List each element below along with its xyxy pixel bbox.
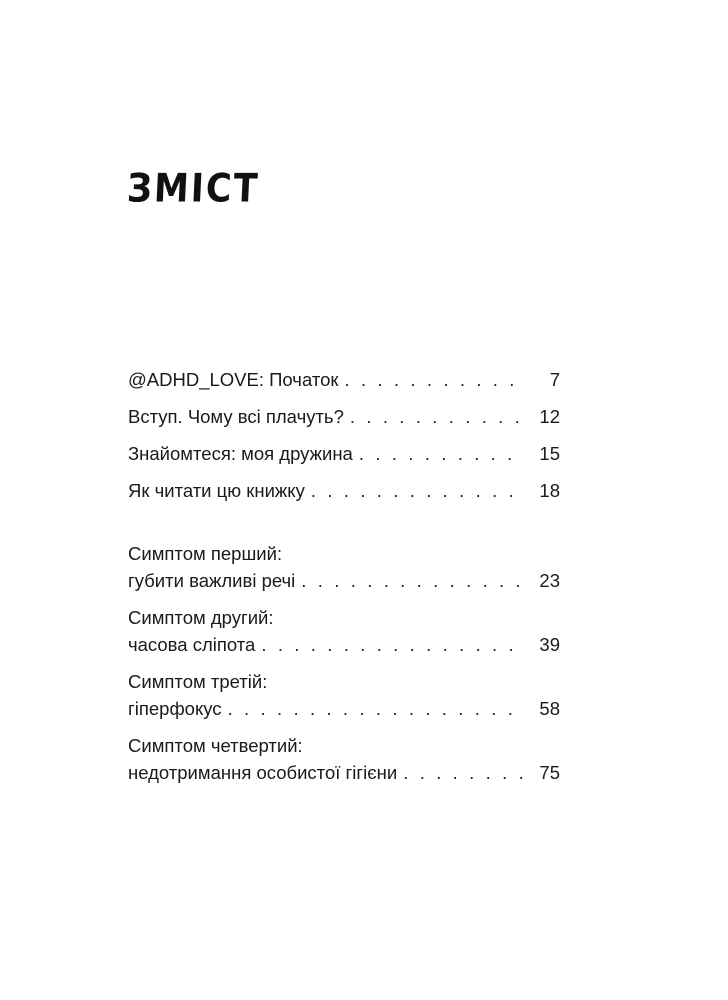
toc-entry-title: @ADHD_LOVE: Початок <box>128 369 339 390</box>
toc-page-number: 39 <box>539 634 560 655</box>
toc-page-number: 75 <box>539 762 560 783</box>
toc-page-number: 15 <box>539 443 560 464</box>
toc-page-number: 58 <box>539 698 560 719</box>
toc-entry <box>128 366 560 403</box>
toc-entry-heading: Симптом третій: <box>128 671 268 692</box>
toc-entry <box>128 403 560 440</box>
toc-leader-dots <box>311 477 524 504</box>
toc-leader-dots <box>403 759 524 786</box>
toc-entry-heading: Симптом перший: <box>128 543 283 564</box>
toc-leader-dots <box>350 403 524 430</box>
toc-leader-dots <box>228 695 524 722</box>
toc-page-number: 7 <box>549 369 560 390</box>
toc-entry-title: недотримання особистої гігієни <box>128 762 398 783</box>
toc-leader-dots <box>261 631 524 658</box>
toc-symptoms-section <box>128 540 560 796</box>
toc-entry-title: губити важливі речі <box>128 570 296 591</box>
toc-entry-heading: Симптом четвертий: <box>128 735 303 756</box>
toc-entry <box>128 668 560 722</box>
toc-leader-dots <box>359 440 524 467</box>
toc-leader-dots <box>301 567 524 594</box>
toc-entry-title: гіперфокус <box>128 698 222 719</box>
toc-intro-section <box>128 366 560 514</box>
toc-page-number: 12 <box>539 406 560 427</box>
toc-leader-dots <box>344 366 524 393</box>
toc-entry-title: Знайомтеся: моя дружина <box>128 443 353 464</box>
toc-entry <box>128 440 560 477</box>
page-title: ЗМІСТ <box>126 166 261 212</box>
toc-page-number: 18 <box>539 480 560 501</box>
toc-entry-title: Як читати цю книжку <box>128 480 305 501</box>
toc-entry-title: часова сліпота <box>128 634 256 655</box>
toc-entry-title: Вступ. Чому всі плачуть? <box>128 406 344 427</box>
toc-entry <box>128 604 560 658</box>
toc-entry <box>128 540 560 594</box>
toc-entry <box>128 477 560 514</box>
toc-entry <box>128 732 560 786</box>
toc-page-number: 23 <box>539 570 560 591</box>
toc-entry-heading: Симптом другий: <box>128 607 274 628</box>
